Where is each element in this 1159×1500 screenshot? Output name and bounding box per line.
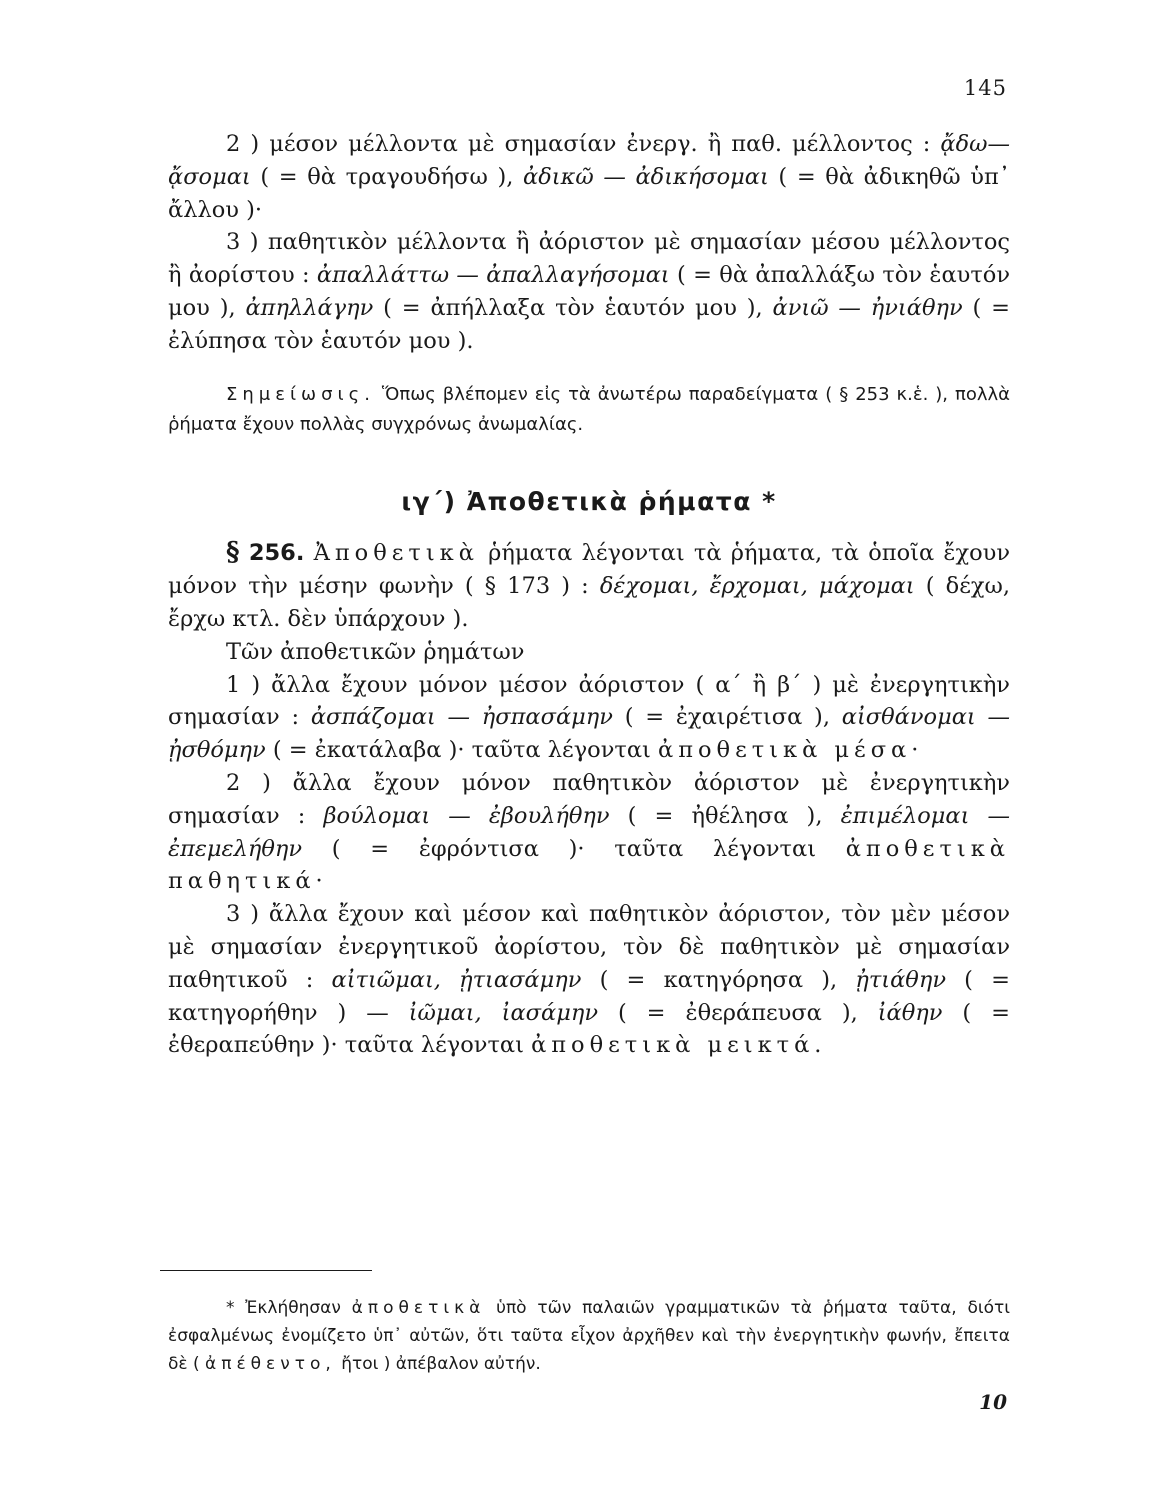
list-item-2: 2 ) ἄλλα ἔχουν μόνον παθητικὸν ἀόριστον μὲ ἐνεργητικὴν σημασίαν : βούλομαι — ἐβουλήθην ( = ἠθέλησα ), ἐπιμέλομαι — ἐπεμελήθην ( = ἐφρόντισα )· ταῦτα λέγονται ἀποθετικὰ παθητικά· [168,769,1010,895]
intro-line: Τῶν ἀποθετικῶν ῥημάτων [226,638,525,665]
section-heading: ιγ΄) Ἀποθετικὰ ῥήματα * [401,486,777,516]
note-paragraph: Σημείωσις. Ὅπως βλέπομεν εἰς τὰ ἀνωτέρω παραδείγματα ( § 253 κ.ἑ. ), πολλὰ ῥήματα ἔχουν πολλὰς συγχρόνως ἀνωμαλίας. [168,383,1010,435]
note-label: Σημείωσις. [226,383,375,405]
page-body [168,128,1010,1062]
paragraph-passive-future: 3 ) παθητικὸν μέλλοντα ἢ ἀόριστον μὲ σημασίαν μέσου μέλλοντος ἢ ἀορίστου : ἀπαλλάττω — ἀπαλλαγήσομαι ( = θὰ ἀπαλλάξω τὸν ἑαυτόν μου ), ἀπηλλάγην ( = ἀπήλλαξα τὸν ἑαυτόν μου ), ἀνιῶ — ἠνιάθην ( = ἐλύπησα τὸν ἑαυτόν μου ). [168,229,1010,354]
footnote [168,1294,1010,1378]
paragraph-middle-future: 2 ) μέσον μέλλοντα μὲ σημασίαν ἐνεργ. ἢ παθ. μέλλοντος : ᾄδω— ᾄσομαι ( = θὰ τραγουδήσω ), ἀδικῶ — ἀδικήσομαι ( = θὰ ἀδικηθῶ ὑπ᾽ ἄλλου )· [168,131,1010,223]
list-item-3: 3 ) ἄλλα ἔχουν καὶ μέσον καὶ παθητικὸν ἀόριστον, τὸν μὲν μέσον μὲ σημασίαν ἐνεργητικοῦ ἀορίστου, τὸν δὲ παθητικὸν μὲ σημασίαν παθητικοῦ : αἰτιῶμαι, ᾐτιασάμην ( = κατηγόρησα ), ᾐτιάθην ( = κατηγορήθην ) — ἰῶμαι, ἰασάμην ( = ἐθεράπευσα ), ἰάθην ( = ἐθεραπεύθην )· ταῦτα λέγονται ἀποθετικὰ μεικτά. [168,901,1011,1059]
footnote-divider [160,1270,372,1271]
page-number: 145 [963,76,1007,100]
section-256-paragraph: § 256. Ἀποθετικὰ ῥήματα λέγονται τὰ ῥήματα, τὰ ὁποῖα ἔχουν μόνον τὴν μέσην φωνὴν ( § 173 ) : δέχομαι, ἔρχομαι, μάχομαι ( δέχω, ἔρχω κτλ. δὲν ὑπάρχουν ). [168,537,1010,632]
signature-mark: 10 [979,1390,1007,1414]
list-item-1: 1 ) ἄλλα ἔχουν μόνον μέσον ἀόριστον ( α΄ ἢ β΄ ) μὲ ἐνεργητικὴν σημασίαν : ἀσπάζομαι — ἠσπασάμην ( = ἐχαιρέτισα ), αἰσθάνομαι — ᾐσθόμην ( = ἐκατάλαβα )· ταῦτα λέγονται ἀποθετικὰ μέσα· [168,671,1011,764]
footnote-text: * Ἐκλήθησαν ἀποθετικὰ ὑπὸ τῶν παλαιῶν γραμματικῶν τὰ ῥήματα ταῦτα, διότι ἐσφαλμένως ἐνομίζετο ὑπ᾽ αὐτῶν, ὅτι ταῦτα εἶχον ἀρχῆθεν καὶ τὴν ἐνεργητικὴν φωνήν, ἔπειτα δὲ ( ἀπέθεντο, ἤτοι ) ἀπέβαλον αὐτήν. [168,1298,1010,1374]
